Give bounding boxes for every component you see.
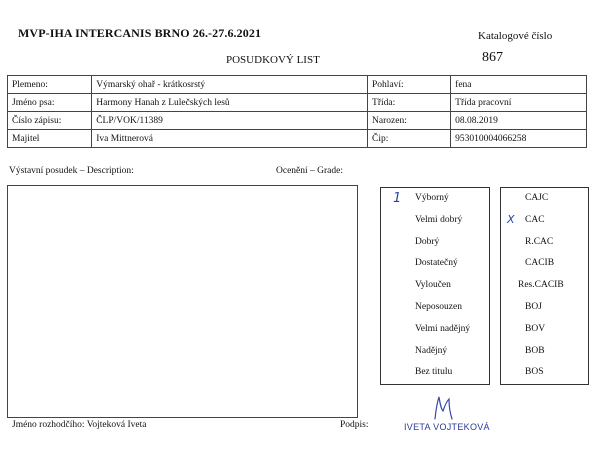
form-title: POSUDKOVÝ LIST: [226, 54, 320, 66]
title-option[interactable]: [501, 362, 588, 384]
breed-label: Plemeno:: [8, 76, 92, 94]
grade-option-label: Velmi dobrý: [415, 214, 463, 225]
grade-option-label: Neposouzen: [415, 302, 462, 312]
info-row: [8, 76, 587, 94]
title-option[interactable]: [501, 275, 588, 297]
title-option[interactable]: [501, 319, 588, 341]
born-value: 08.08.2019: [451, 112, 587, 130]
dog-name-label: Jméno psa:: [8, 94, 92, 112]
owner-value: Iva Mittnerová: [92, 130, 368, 148]
event-title: MVP-IHA INTERCANIS BRNO 26.-27.6.2021: [18, 26, 262, 40]
chip-label: Čip:: [368, 130, 451, 148]
signature-label: Podpis:: [340, 420, 369, 430]
grade-option[interactable]: [381, 297, 489, 319]
grade-option[interactable]: [381, 341, 489, 363]
title-option-label: CAC: [525, 214, 545, 225]
class-value: Třída pracovní: [451, 94, 587, 112]
chip-value: 953010004066258: [451, 130, 587, 148]
grade-option-label: Nadějný: [415, 345, 448, 356]
reg-number-value: ČLP/VOK/11389: [92, 112, 368, 130]
sex-value: fena: [451, 76, 587, 94]
title-option-label: BOS: [525, 367, 544, 378]
title-option-label: R.CAC: [525, 236, 554, 247]
title-option[interactable]: [501, 341, 588, 363]
owner-label: Majitel: [8, 130, 92, 148]
title-option-label: Res.CACIB: [518, 280, 564, 291]
title-option[interactable]: [501, 232, 588, 254]
reg-number-label: Číslo zápisu:: [8, 112, 92, 130]
title-option-label: BOB: [525, 345, 545, 356]
title-option[interactable]: [501, 188, 588, 210]
grade-option-label: Dobrý: [415, 236, 440, 247]
info-row: [8, 130, 587, 148]
grade-option-label: Dostatečný: [415, 258, 458, 269]
dog-name-value: Harmony Hanah z Lulečských lesů: [92, 94, 368, 112]
grade-option[interactable]: [381, 362, 489, 384]
description-field[interactable]: [7, 185, 358, 418]
title-option-label: BOJ: [525, 302, 542, 312]
catalog-number-label: Katalogové číslo: [478, 30, 553, 42]
grade-option-label: Výborný: [415, 193, 449, 203]
grade-handwritten-mark: 1: [393, 191, 402, 206]
grade-option[interactable]: [381, 232, 489, 254]
title-handwritten-mark: X: [507, 213, 515, 226]
catalog-number: 867: [482, 50, 503, 65]
signature-name-stamp: IVETA VOJTEKOVÁ: [404, 422, 490, 432]
grade-box: [380, 187, 490, 385]
grade-option-label: Vyloučen: [415, 280, 451, 291]
grade-option[interactable]: [381, 253, 489, 275]
info-row: [8, 94, 587, 112]
grade-option-label: Velmi nadějný: [415, 323, 471, 334]
grade-option[interactable]: [381, 319, 489, 341]
class-label: Třída:: [368, 94, 451, 112]
grade-option[interactable]: [381, 275, 489, 297]
judge-name: Jméno rozhodčího: Vojteková Iveta: [12, 420, 147, 430]
grade-option-label: Bez titulu: [415, 367, 453, 378]
title-option[interactable]: [501, 297, 588, 319]
dog-info-table: [7, 75, 587, 148]
signature-scribble: [425, 393, 465, 423]
info-row: [8, 112, 587, 130]
title-option-label: BOV: [525, 323, 546, 334]
description-label: Výstavní posudek – Description:: [9, 166, 134, 176]
title-option-label: CAJC: [525, 193, 549, 203]
breed-value: Výmarský ohař - krátkosrstý: [92, 76, 368, 94]
grade-label: Ocenění – Grade:: [276, 166, 343, 176]
grade-option[interactable]: [381, 210, 489, 232]
title-option-label: CACIB: [525, 258, 555, 269]
sex-label: Pohlaví:: [368, 76, 451, 94]
title-option[interactable]: [501, 253, 588, 275]
born-label: Narozen:: [368, 112, 451, 130]
